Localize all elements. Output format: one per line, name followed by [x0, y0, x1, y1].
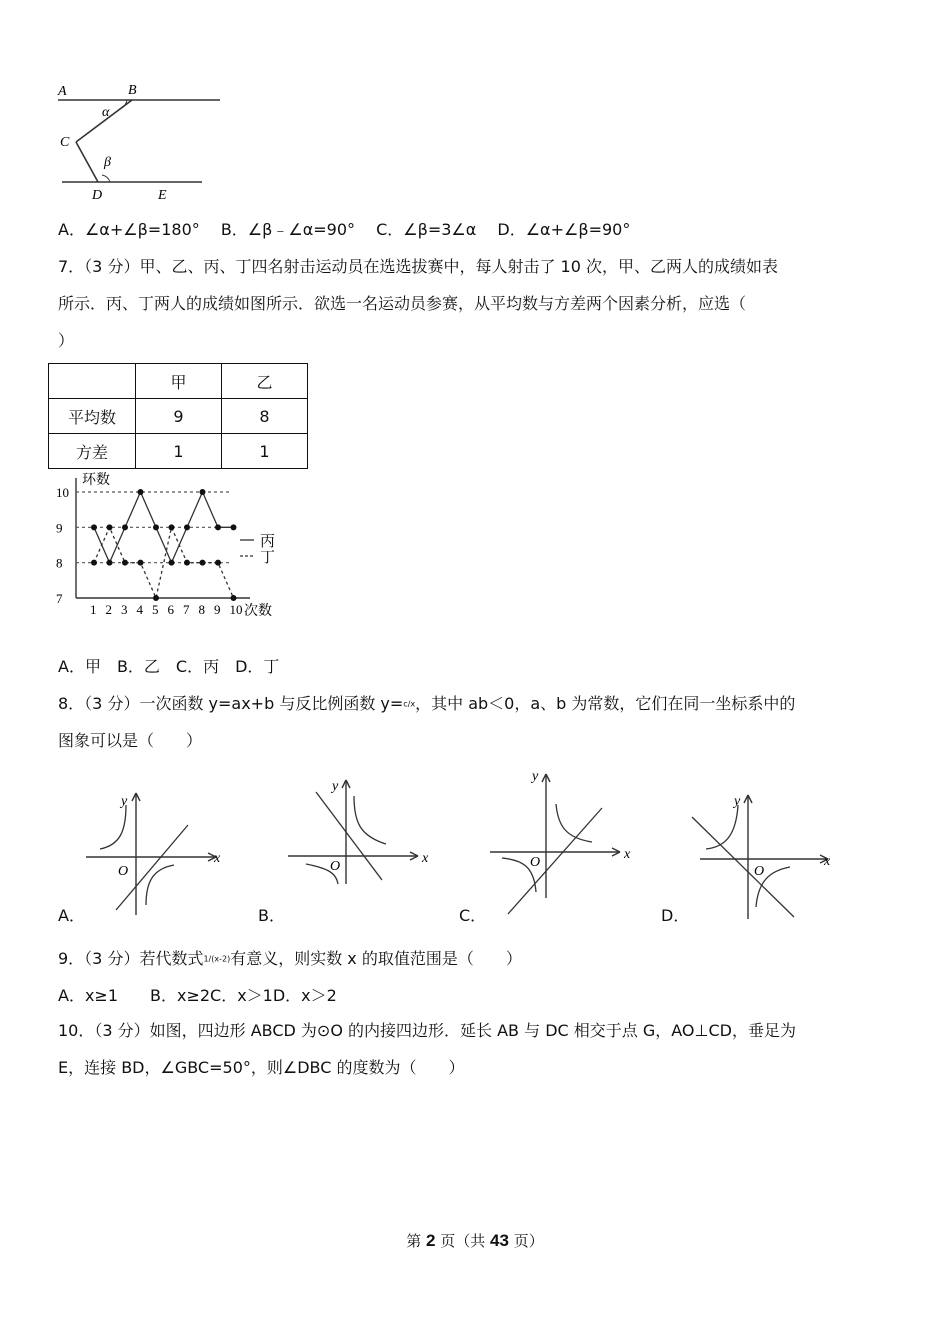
q9-fraction: 1/(x-2) — [203, 954, 231, 964]
q8-option-d: D． — [661, 906, 690, 925]
q10-text-line1: 10．（3 分）如图，四边形 ABCD 为⊙O 的内接四边形．延长 AB 与 DC 相交于点 G，AO⊥CD，垂足为 — [58, 1021, 796, 1040]
y-tick-label: 9 — [56, 520, 63, 536]
x-axis-label: 次数 — [244, 604, 272, 619]
data-point — [107, 560, 113, 566]
q9-text-line1 — [58, 949, 522, 970]
x-tick-label: 3 — [121, 602, 128, 617]
y-tick-label: 7 — [56, 591, 63, 606]
q8-option-a: A． — [58, 906, 85, 925]
table-cell: 1 — [222, 434, 308, 469]
table-row — [49, 364, 308, 399]
q7-text-line2: 所示．丙、丁两人的成绩如图所示．欲选一名运动员参赛，从平均数与方差两个因素分析，应选（ — [58, 294, 747, 313]
q10-text-line2: E，连接 BD，∠GBC=50°，则∠DBC 的度数为（ ） — [58, 1058, 465, 1077]
data-point — [153, 595, 159, 601]
q6-options: A．∠α+∠β=180° B．∠β﹣∠α=90° C．∠β=3∠α D．∠α+∠β=90° — [58, 220, 631, 239]
data-point — [200, 560, 206, 566]
svg-text:O: O — [754, 864, 765, 879]
svg-text:y: y — [532, 769, 539, 784]
x-tick-label: 4 — [136, 602, 143, 617]
label-c: C — [60, 135, 70, 150]
x-tick-label: 6 — [167, 602, 174, 617]
x-tick-label: 1 — [90, 602, 97, 617]
data-point — [184, 560, 190, 566]
data-point — [107, 524, 113, 530]
table-cell: 8 — [222, 399, 308, 434]
data-point — [215, 560, 221, 566]
q7-text-line1: 7．（3 分）甲、乙、丙、丁四名射击运动员在选选拔赛中，每人射击了 10 次，甲、乙两人的成绩如表 — [58, 257, 778, 276]
data-point — [184, 524, 190, 530]
x-tick-label: 10 — [229, 602, 243, 617]
data-point — [91, 524, 97, 530]
data-point — [200, 489, 206, 495]
page-footer: 第 2 页（共 43 页） — [406, 1231, 544, 1250]
data-point — [153, 524, 159, 530]
data-point — [122, 524, 128, 530]
label-d: D — [92, 188, 103, 203]
svg-text:x: x — [214, 851, 221, 866]
table-cell — [49, 364, 136, 399]
q7-text-line3: ） — [58, 331, 75, 350]
q9-text-part2: 有意义，则实数 x 的取值范围是（ ） — [230, 949, 522, 968]
label-alpha: α — [102, 105, 110, 120]
data-point — [138, 560, 144, 566]
q8-option-b: B． — [258, 906, 285, 925]
data-point — [231, 595, 237, 601]
graph-option-b — [282, 772, 437, 887]
data-point — [91, 560, 97, 566]
table-cell: 1 — [136, 434, 222, 469]
q8-text-line2: 图象可以是（ ） — [58, 731, 203, 750]
label-b: B — [128, 83, 137, 98]
legend-label: 丁 — [260, 550, 276, 566]
table-row — [49, 434, 308, 469]
y-tick-label: 10 — [56, 485, 69, 500]
x-tick-label: 8 — [198, 602, 205, 617]
q7-options: A．甲 B．乙 C．丙 D．丁 — [58, 657, 280, 676]
q8-option-c: C． — [459, 906, 487, 925]
data-point — [138, 489, 144, 495]
graph-option-a — [80, 785, 230, 920]
data-point — [215, 524, 221, 530]
data-point — [122, 560, 128, 566]
svg-text:y: y — [121, 794, 128, 809]
label-beta: β — [104, 155, 111, 170]
table-cell: 9 — [136, 399, 222, 434]
data-point — [169, 524, 175, 530]
x-tick-label: 2 — [105, 602, 112, 617]
table-row — [49, 399, 308, 434]
q8-text-line1 — [58, 694, 795, 715]
q9-options: A．x≥1 B．x≥2C．x＞1D．x＞2 — [58, 986, 337, 1005]
svg-text:x: x — [824, 854, 831, 869]
data-point — [169, 560, 175, 566]
label-a: A — [58, 84, 67, 99]
q9-text-part1: 9．（3 分）若代数式 — [58, 949, 204, 968]
score-line-chart — [50, 470, 290, 620]
x-tick-label: 9 — [214, 602, 221, 617]
page-total: 43 — [490, 1231, 509, 1250]
svg-text:O: O — [530, 855, 541, 870]
x-tick-label: 5 — [152, 602, 159, 617]
table-cell: 平均数 — [49, 399, 136, 434]
table-header-jia: 甲 — [136, 364, 222, 399]
q8-text-part2: ，其中 ab＜0，a、b 为常数，它们在同一坐标系中的 — [415, 694, 796, 713]
x-tick-label: 7 — [183, 602, 190, 617]
svg-text:x: x — [422, 851, 429, 866]
svg-text:x: x — [624, 847, 631, 862]
legend-label: 丙 — [260, 534, 276, 550]
q8-fraction: c/x — [403, 699, 416, 709]
q8-text-part1: 8．（3 分）一次函数 y=ax+b 与反比例函数 y= — [58, 694, 404, 713]
page-number: 2 — [426, 1231, 436, 1250]
score-table — [48, 363, 308, 469]
data-point — [231, 524, 237, 530]
graph-option-d — [688, 787, 838, 922]
svg-text:y: y — [332, 779, 339, 794]
graph-option-c — [484, 766, 639, 916]
svg-text:y: y — [734, 794, 741, 809]
label-e: E — [158, 188, 167, 203]
y-tick-label: 8 — [56, 555, 63, 571]
svg-text:O: O — [330, 859, 341, 874]
svg-text:O: O — [118, 864, 129, 879]
table-header-yi: 乙 — [222, 364, 308, 399]
angle-figure — [50, 78, 230, 203]
table-cell: 方差 — [49, 434, 136, 469]
y-axis-label: 环数 — [82, 473, 110, 488]
